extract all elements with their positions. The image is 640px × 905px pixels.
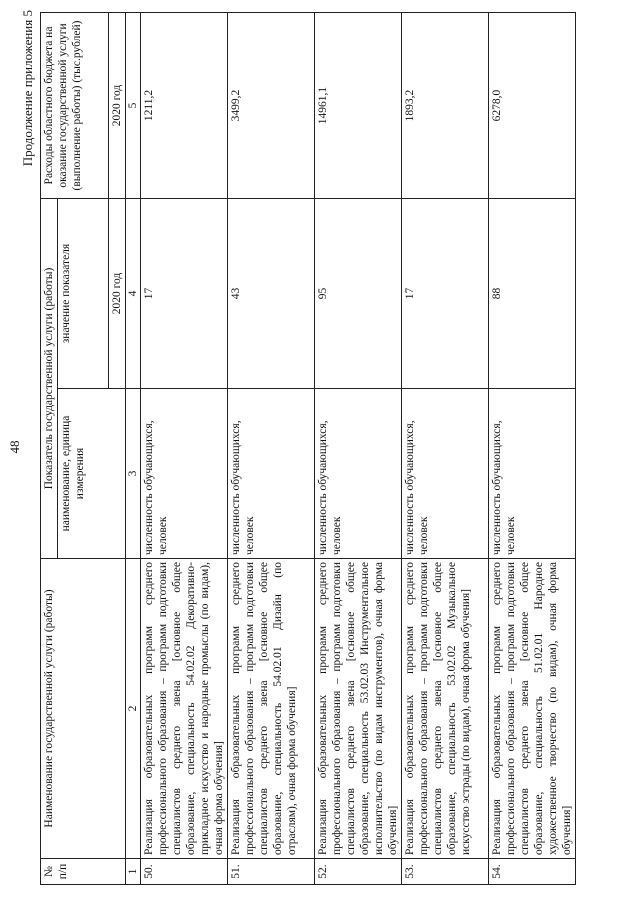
continuation-note: Продолжение приложения 5	[20, 10, 35, 167]
index-cell: 2	[126, 559, 141, 859]
expenses-value: 1893,2	[402, 13, 489, 199]
page-number: 48	[7, 440, 22, 454]
service-name: Реализация образовательных программ среднего профессионального образования – программ подготовки специалистов среднего звена [основное общее образование, специальность 54.02.02 Декоративно-прикладное искусство и народные промыслы (по видам), очная форма обучения]	[141, 559, 228, 859]
table-row	[141, 13, 228, 885]
header-expenses: Расходы областного бюджета на оказание государственной услуги (выполнение работы) (тыс.рублей)	[41, 13, 109, 199]
table-row	[228, 13, 315, 885]
expenses-value: 6278,0	[489, 13, 576, 199]
indicator-name: численность обучающихся, человек	[228, 389, 315, 559]
index-cell: 1	[126, 859, 141, 885]
column-index-row	[126, 13, 141, 885]
header-num: № п/п	[41, 859, 126, 885]
expenses-value: 14961,1	[315, 13, 402, 199]
service-name: Реализация образовательных программ среднего профессионального образования – программ подготовки специалистов среднего звена [основное общее образование, специальность 51.02.01 Народное художественное творчество (по видам), очная форма обучения]	[489, 559, 576, 859]
indicator-name: численность обучающихся, человек	[141, 389, 228, 559]
table-row	[402, 13, 489, 885]
header-year-value: 2020 год	[109, 199, 126, 389]
indicator-value: 88	[489, 199, 576, 389]
index-cell: 3	[126, 389, 141, 559]
row-number: 53.	[402, 859, 489, 885]
indicator-name: численность обучающихся, человек	[315, 389, 402, 559]
header-indicator-unit: наименование, единица измерения	[58, 389, 126, 559]
row-number: 52.	[315, 859, 402, 885]
expenses-value: 3499,2	[228, 13, 315, 199]
indicator-value: 43	[228, 199, 315, 389]
services-table	[40, 12, 576, 885]
row-number: 50.	[141, 859, 228, 885]
index-cell: 4	[126, 199, 141, 389]
row-number: 54.	[489, 859, 576, 885]
table-row	[315, 13, 402, 885]
service-name: Реализация образовательных программ среднего профессионального образования – программ подготовки специалистов среднего звена [основное общее образование, специальность 54.02.01 Дизайн (по отраслям), очная форма обучения]	[228, 559, 315, 859]
header-service-name: Наименование государственной услуги (работы)	[41, 559, 126, 859]
service-name: Реализация образовательных программ среднего профессионального образования – программ подготовки специалистов среднего звена [основное общее образование, специальность 53.02.02 Музыкальное искусство эстрады (по видам), очная форма обучения]	[402, 559, 489, 859]
row-number: 51.	[228, 859, 315, 885]
indicator-value: 17	[141, 199, 228, 389]
service-name: Реализация образовательных программ среднего профессионального образования – программ подготовки специалистов среднего звена [основное общее образование, специальность 53.02.03 Инструментальное исполнительство (по видам инструментов), очная форма обучения]	[315, 559, 402, 859]
indicator-name: численность обучающихся, человек	[489, 389, 576, 559]
table-row	[489, 13, 576, 885]
index-cell: 5	[126, 13, 141, 199]
indicator-value: 17	[402, 199, 489, 389]
indicator-value: 95	[315, 199, 402, 389]
header-indicator-value: значение показателя	[58, 199, 109, 389]
header-indicator-group: Показатель государственной услуги (работы)	[41, 199, 58, 559]
indicator-name: численность обучающихся, человек	[402, 389, 489, 559]
expenses-value: 1211,2	[141, 13, 228, 199]
header-year-expenses: 2020 год	[109, 13, 126, 199]
